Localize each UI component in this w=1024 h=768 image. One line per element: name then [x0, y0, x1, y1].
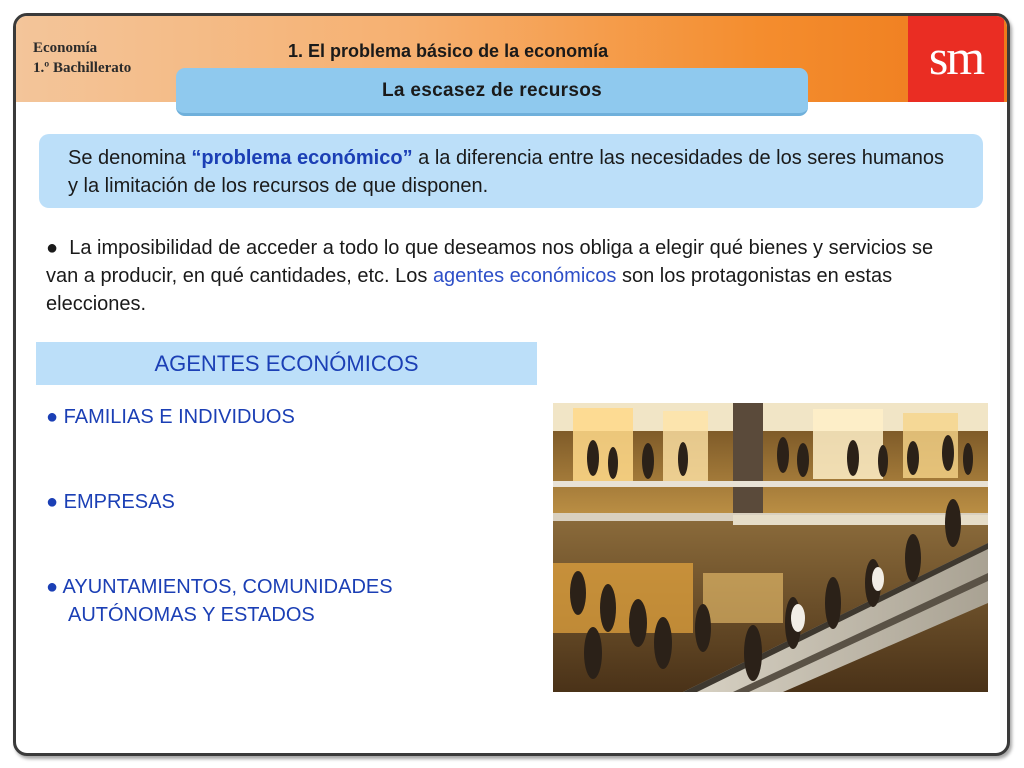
definition-suffix: a la diferencia entre las necesidades de los seres humanos y la limitación de los recursos de que disponen.: [68, 147, 945, 197]
agent-item-autonomas: AUTÓNOMAS Y ESTADOS: [68, 604, 315, 626]
subject-name: Economía: [33, 40, 98, 56]
sm-logo: [908, 16, 1004, 102]
subject-course: 1.º Bachillerato: [33, 60, 132, 76]
paragraph-part2: son los protagonistas en estas elecciones.: [46, 265, 893, 315]
logo-text: sm: [928, 29, 984, 85]
slide-frame: [13, 13, 1010, 756]
agents-heading: AGENTES ECONÓMICOS: [36, 342, 537, 385]
definition-text: [68, 144, 948, 200]
agent-item-familias: ● FAMILIAS E INDIVIDUOS: [46, 406, 295, 428]
bullet-icon: ●: [46, 237, 59, 259]
agentes-link[interactable]: agentes económicos: [432, 265, 617, 287]
definition-term: “problema económico”: [191, 147, 413, 169]
slide-subtitle: La escasez de recursos: [176, 68, 808, 116]
subject-label: [33, 38, 131, 78]
slide-title: 1. El problema básico de la economía: [288, 41, 609, 61]
agent-item-empresas: ● EMPRESAS: [46, 491, 175, 513]
intro-paragraph: [46, 234, 946, 318]
paragraph-part1: La imposibilidad de acceder a todo lo que deseamos nos obliga a elegir qué bienes y servicios se van a producir, en qué cantidades, etc. Los: [46, 237, 934, 287]
agent-item-ayuntamientos: ● AYUNTAMIENTOS, COMUNIDADES: [46, 576, 393, 598]
shopping-mall-photo: [553, 403, 988, 692]
definition-prefix: Se denomina: [68, 147, 192, 169]
